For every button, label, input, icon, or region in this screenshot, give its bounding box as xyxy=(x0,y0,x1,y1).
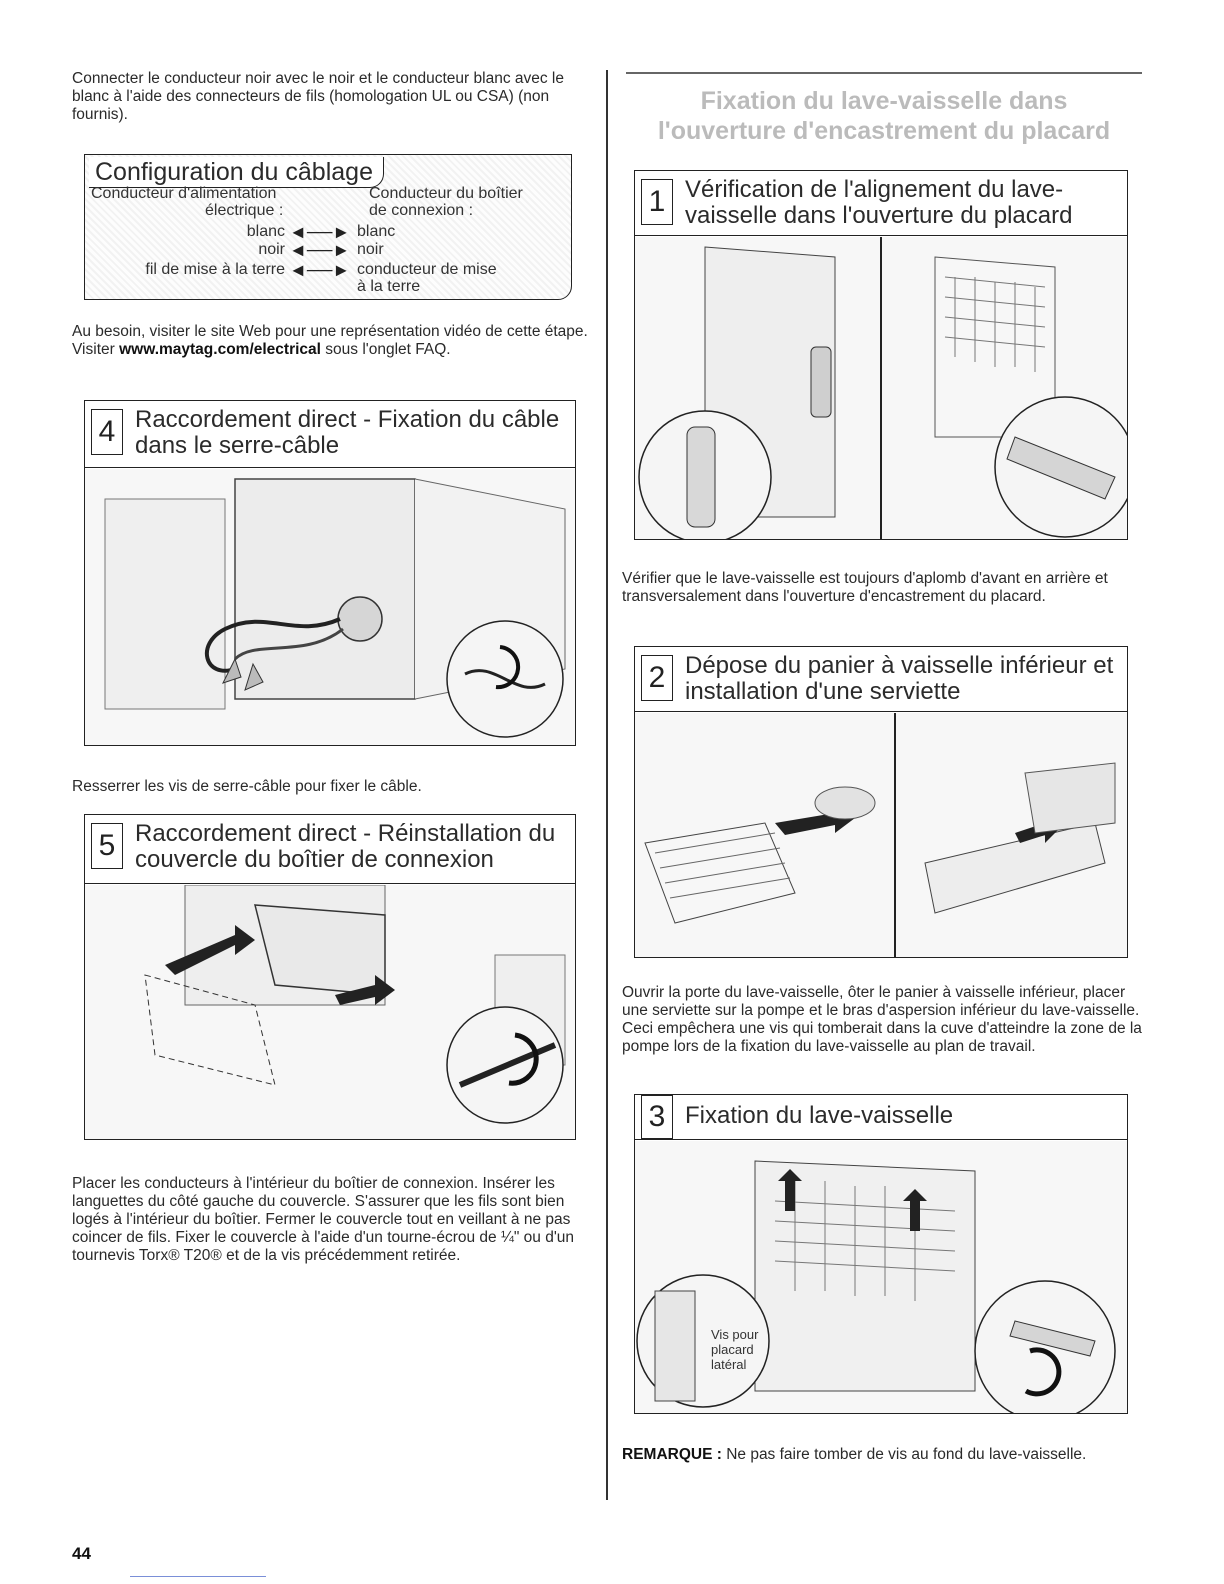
callout-line: placard xyxy=(711,1342,754,1357)
callout-line: Vis pour xyxy=(711,1327,759,1342)
step-number: 2 xyxy=(641,655,673,701)
section-title-line-1: Fixation du lave-vaisselle dans xyxy=(700,87,1068,115)
step-5-caption: Placer les conducteurs à l'intérieur du boîtier de connexion. Insérer les languettes du côté gauche du couvercle. S'assurer que les fils sont bien logés à l'intérieur du boîtier. Fermer le couvercle tout en veillant à ne pas coincer de fils. Fixer le couvercle à l'aide d'un tourne-écrou de ¼" ou d'un tournevis Torx® T20® et de la vis précédemment retirée. xyxy=(72,1175,575,1264)
step-number: 3 xyxy=(641,1095,673,1139)
double-arrow-icon: ◄──► xyxy=(289,260,351,280)
config-row-right-cont: à la terre xyxy=(357,278,421,295)
alignment-illustration xyxy=(635,237,1127,539)
config-row-right: noir xyxy=(357,241,384,258)
wiring-config-box xyxy=(84,154,572,300)
step-4-caption: Resserrer les vis de serre-câble pour fixer le câble. xyxy=(72,778,422,795)
remarque-note xyxy=(622,1446,1142,1464)
config-row-left: noir xyxy=(258,241,285,258)
section-top-rule xyxy=(626,72,1142,74)
config-col1-header2: électrique : xyxy=(205,202,284,219)
remarque-label: REMARQUE : xyxy=(622,1446,722,1463)
web-paragraph xyxy=(72,323,592,359)
step-1-caption: Vérifier que le lave-vaisselle est toujours d'aplomb d'avant en arrière et transversalement dans l'ouverture d'encastrement du placard. xyxy=(622,570,1108,605)
side-cabinet-screw-callout xyxy=(711,1327,791,1372)
double-arrow-icon: ◄──► xyxy=(289,222,351,242)
remarque-text: Ne pas faire tomber de vis au fond du lave-vaisselle. xyxy=(721,1446,1087,1463)
config-col2-header2: de connexion : xyxy=(369,202,474,219)
step-2-caption: Ouvrir la porte du lave-vaisselle, ôter le panier à vaisselle inférieur, placer une serviette sur la pompe et le bras d'aspersion inférieur du lave-vaisselle. Ceci empêchera une vis qui tomberait dans la cuve d'atteindre la zone de la pompe lors de la fixation du lave-vaisselle au plan de travail. xyxy=(622,984,1142,1055)
web-text-pre: Au besoin, visiter le site Web pour une représentation vidéo de cette étape. Visiter xyxy=(72,323,588,358)
securing-illustration xyxy=(635,1141,1127,1413)
web-text-post: sous l'onglet FAQ. xyxy=(320,341,451,358)
wiring-config-title: Configuration du câblage xyxy=(89,157,384,188)
maytag-link[interactable]: www.maytag.com/electrical xyxy=(119,341,321,358)
config-row-left: blanc xyxy=(246,223,285,240)
step-number: 1 xyxy=(641,179,673,225)
section-title-line-2: l'ouverture d'encastrement du placard xyxy=(657,117,1111,145)
step-title: Raccordement direct - Réinstallation du couvercle du boîtier de connexion xyxy=(135,820,556,873)
config-row-right: conducteur de mise xyxy=(357,261,497,278)
step-title: Dépose du panier à vaisselle inférieur et installation d'une serviette xyxy=(685,652,1114,705)
step-2-card xyxy=(634,646,1128,958)
junction-box-illustration xyxy=(85,469,575,745)
double-arrow-icon: ◄──► xyxy=(289,240,351,260)
step-number: 4 xyxy=(91,409,123,455)
config-col2-header: Conducteur du boîtier xyxy=(369,185,523,202)
step-title: Vérification de l'alignement du lave-vaisselle dans l'ouverture du placard xyxy=(685,176,1073,229)
step-title: Fixation du lave-vaisselle xyxy=(685,1102,954,1129)
step-1-card xyxy=(634,170,1128,540)
config-row-left: fil de mise à la terre xyxy=(145,261,285,278)
footer-rule xyxy=(130,1576,266,1577)
column-divider xyxy=(606,70,608,1500)
junction-cover-illustration xyxy=(85,885,575,1139)
step-4-card xyxy=(84,400,576,746)
intro-paragraph: Connecter le conducteur noir avec le noir et le conducteur blanc avec le blanc à l'aide des connecteurs de fils (homologation UL ou CSA) (non fournis). xyxy=(72,70,564,123)
step-5-card xyxy=(84,814,576,1140)
config-col1-header: Conducteur d'alimentation xyxy=(91,185,277,202)
page-number: 44 xyxy=(72,1544,91,1563)
step-number: 5 xyxy=(91,823,123,869)
step-3-card xyxy=(634,1094,1128,1414)
callout-line: latéral xyxy=(711,1357,747,1372)
rack-removal-illustration xyxy=(635,713,1127,957)
step-title: Raccordement direct - Fixation du câble dans le serre-câble xyxy=(135,406,560,459)
config-row-right: blanc xyxy=(357,223,396,240)
